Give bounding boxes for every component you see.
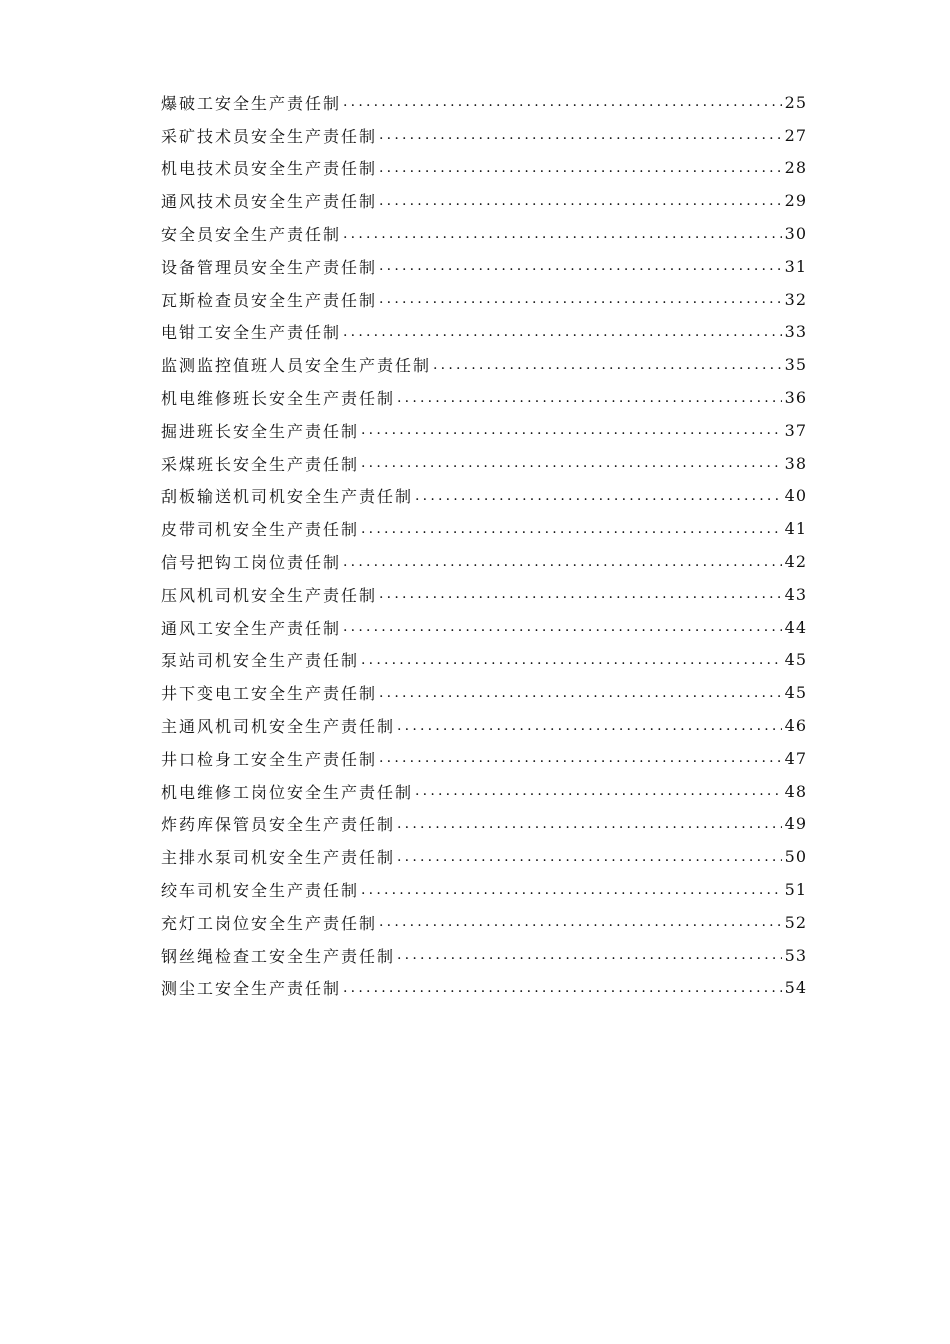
toc-dot-leader: [379, 258, 782, 274]
toc-entry[interactable]: [161, 348, 807, 381]
toc-dot-leader: [397, 718, 782, 734]
toc-entry-title: 安全员安全生产责任制: [161, 225, 342, 245]
toc-entry-title: 监测监控值班人员安全生产责任制: [161, 356, 432, 376]
toc-dot-leader: [343, 226, 782, 242]
toc-entry-page: 27: [784, 125, 807, 145]
toc-entry-title: 井口检身工安全生产责任制: [161, 749, 378, 769]
toc-entry-title: 采矿技术员安全生产责任制: [161, 126, 378, 146]
toc-dot-leader: [343, 619, 782, 635]
toc-entry-page: 36: [784, 388, 807, 408]
toc-dot-leader: [361, 521, 782, 537]
toc-entry[interactable]: [161, 611, 807, 644]
toc-entry-page: 37: [784, 420, 807, 440]
toc-entry[interactable]: [161, 119, 807, 152]
toc-dot-leader: [379, 914, 782, 930]
toc-entry[interactable]: [161, 152, 807, 185]
toc-entry[interactable]: [161, 808, 807, 841]
toc-dot-leader: [415, 783, 782, 799]
toc-entry-title: 机电维修工岗位安全生产责任制: [161, 782, 414, 802]
toc-dot-leader: [343, 554, 782, 570]
toc-entry-page: 38: [784, 453, 807, 473]
toc-entry[interactable]: [161, 906, 807, 939]
toc-dot-leader: [379, 291, 782, 307]
toc-entry-title: 钢丝绳检查工安全生产责任制: [161, 946, 396, 966]
toc-entry-title: 机电维修班长安全生产责任制: [161, 389, 396, 409]
toc-entry[interactable]: [161, 250, 807, 283]
toc-entry[interactable]: [161, 316, 807, 349]
toc-entry[interactable]: [161, 447, 807, 480]
toc-entry-page: 40: [784, 486, 807, 506]
toc-entry[interactable]: [161, 414, 807, 447]
toc-dot-leader: [361, 652, 782, 668]
toc-entry-title: 设备管理员安全生产责任制: [161, 257, 378, 277]
toc-entry[interactable]: [161, 709, 807, 742]
toc-entry-title: 爆破工安全生产责任制: [161, 93, 342, 113]
toc-entry[interactable]: [161, 775, 807, 808]
toc-entry-page: 30: [784, 224, 807, 244]
toc-entry-page: 43: [784, 584, 807, 604]
toc-entry-page: 49: [784, 814, 807, 834]
toc-entry-title: 绞车司机安全生产责任制: [161, 881, 360, 901]
toc-entry[interactable]: [161, 184, 807, 217]
toc-entry-title: 主排水泵司机安全生产责任制: [161, 848, 396, 868]
toc-entry-page: 53: [784, 945, 807, 965]
toc-entry[interactable]: [161, 840, 807, 873]
toc-entry[interactable]: [161, 217, 807, 250]
toc-entry-title: 皮带司机安全生产责任制: [161, 520, 360, 540]
toc-entry-title: 炸药库保管员安全生产责任制: [161, 815, 396, 835]
toc-entry-title: 刮板输送机司机安全生产责任制: [161, 487, 414, 507]
toc-entry-page: 54: [784, 978, 807, 998]
toc-dot-leader: [343, 324, 782, 340]
toc-entry-title: 采煤班长安全生产责任制: [161, 454, 360, 474]
toc-entry[interactable]: [161, 381, 807, 414]
toc-entry-title: 电钳工安全生产责任制: [161, 323, 342, 343]
toc-entry[interactable]: [161, 283, 807, 316]
toc-entry-page: 45: [784, 683, 807, 703]
toc-entry-page: 28: [784, 158, 807, 178]
toc-entry-title: 通风工安全生产责任制: [161, 618, 342, 638]
toc-dot-leader: [361, 455, 782, 471]
toc-dot-leader: [379, 127, 782, 143]
toc-entry[interactable]: [161, 873, 807, 906]
toc-dot-leader: [379, 160, 782, 176]
toc-entry-title: 通风技术员安全生产责任制: [161, 192, 378, 212]
toc-entry-page: 35: [784, 355, 807, 375]
toc-entry-title: 掘进班长安全生产责任制: [161, 421, 360, 441]
toc-entry-page: 29: [784, 191, 807, 211]
toc-dot-leader: [379, 586, 782, 602]
toc-entry[interactable]: [161, 676, 807, 709]
toc-entry-page: 51: [784, 880, 807, 900]
toc-entry-title: 充灯工岗位安全生产责任制: [161, 913, 378, 933]
toc-entry-page: 25: [784, 92, 807, 112]
toc-dot-leader: [397, 849, 782, 865]
toc-entry-page: 48: [784, 781, 807, 801]
toc-entry-title: 信号把钩工岗位责任制: [161, 553, 342, 573]
toc-entry-title: 测尘工安全生产责任制: [161, 979, 342, 999]
toc-entry[interactable]: [161, 939, 807, 972]
toc-entry-page: 32: [784, 289, 807, 309]
toc-dot-leader: [361, 882, 782, 898]
toc-entry-page: 47: [784, 748, 807, 768]
toc-dot-leader: [343, 94, 782, 110]
toc-entry[interactable]: [161, 480, 807, 513]
toc-entry[interactable]: [161, 972, 807, 1005]
toc-dot-leader: [343, 980, 782, 996]
toc-entry[interactable]: [161, 512, 807, 545]
toc-entry-page: 41: [784, 519, 807, 539]
toc-entry-page: 33: [784, 322, 807, 342]
toc-entry[interactable]: [161, 86, 807, 119]
toc-dot-leader: [397, 390, 782, 406]
toc-entry-page: 46: [784, 716, 807, 736]
toc-entry[interactable]: [161, 742, 807, 775]
toc-dot-leader: [379, 193, 782, 209]
toc-entry-title: 机电技术员安全生产责任制: [161, 159, 378, 179]
toc-entry-page: 45: [784, 650, 807, 670]
toc-entry-title: 主通风机司机安全生产责任制: [161, 717, 396, 737]
toc-entry[interactable]: [161, 578, 807, 611]
toc-entry-page: 42: [784, 552, 807, 572]
toc-dot-leader: [379, 685, 782, 701]
toc-entry-page: 50: [784, 847, 807, 867]
toc-entry-title: 瓦斯检查员安全生产责任制: [161, 290, 378, 310]
toc-dot-leader: [433, 357, 782, 373]
toc-dot-leader: [397, 816, 782, 832]
toc-entry-title: 泵站司机安全生产责任制: [161, 651, 360, 671]
toc-entry[interactable]: [161, 644, 807, 677]
table-of-contents: [161, 86, 807, 1004]
toc-entry-page: 44: [784, 617, 807, 637]
toc-entry-page: 52: [784, 912, 807, 932]
toc-entry[interactable]: [161, 545, 807, 578]
toc-dot-leader: [361, 422, 782, 438]
toc-dot-leader: [379, 750, 782, 766]
toc-dot-leader: [397, 947, 782, 963]
toc-entry-page: 31: [784, 256, 807, 276]
toc-entry-title: 压风机司机安全生产责任制: [161, 585, 378, 605]
toc-entry-title: 井下变电工安全生产责任制: [161, 684, 378, 704]
toc-dot-leader: [415, 488, 782, 504]
